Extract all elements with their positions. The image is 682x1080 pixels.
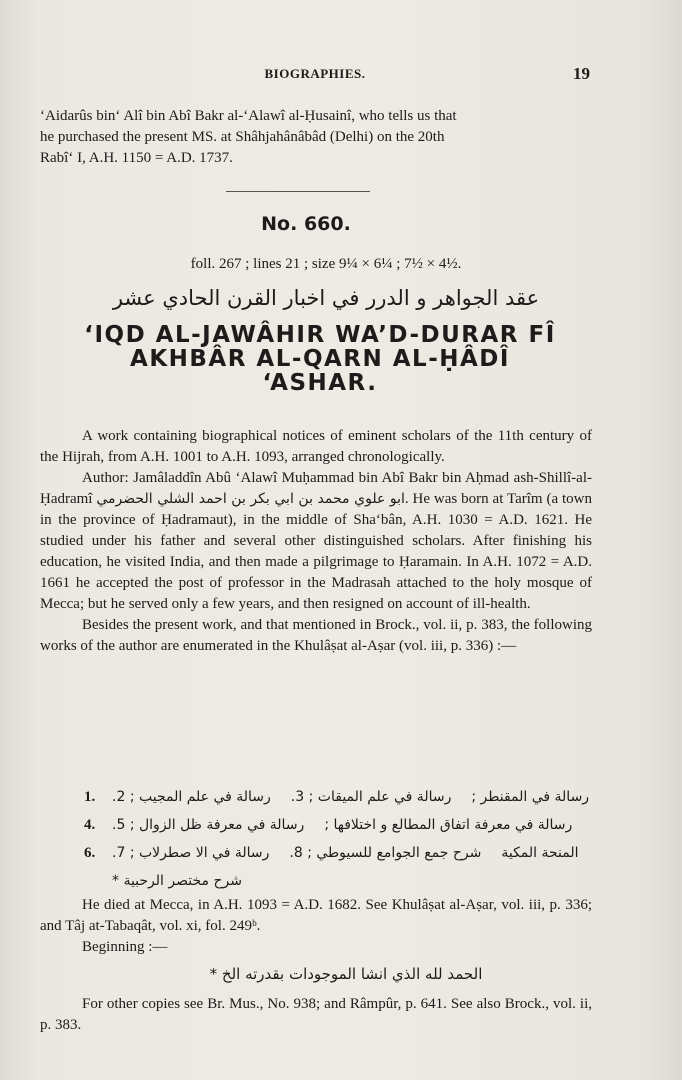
intro-line-2: he purchased the present MS. at Shâhjahânâbâd (Delhi) on the 20th (40, 129, 445, 145)
title-line-3: ‘ASHAR. (262, 370, 378, 396)
work-title-arabic: المنحة المكية (501, 845, 579, 861)
running-title: BIOGRAPHIES. (264, 66, 366, 81)
title-line-1: ‘IQD AL-JAWÂHIR WA’D-DURAR FÎ (84, 322, 556, 348)
author-arabic-name: ابو علوي محمد بن ابي بكر بن احمد الشلي الحضرمي (96, 491, 405, 507)
arabic-title: عقد الجواهر و الدرر في اخبار القرن الحادي عشر (112, 286, 540, 310)
work-title-arabic: رسالة في معرفة ظل الزوال ; 5. (112, 817, 305, 833)
beginning-arabic (40, 964, 592, 986)
work-title-arabic: رسالة في معرفة اتفاق المطالع و اختلافها ; (324, 817, 573, 833)
author-biography: . He was born at Tarîm (a town in the province of Ḥadramaut), in the middle of Sha‘bân, A.H. 1030 = A.D. 1621. He studied under his father and several other distinguished scholars. After finishing his education, he visited India, and then made a pilgrimage to Ḥaramain. In A.H. 1072 = A.D. 1661 he accepted the post of professor in the Madrasah attached to the holy mosque of Mecca; but he served only a few years, and then resigned on account of ill-health. (40, 491, 593, 612)
beginning-arabic-text: الحمد لله الذي انشا الموجودات بقدرته الخ * (209, 965, 483, 983)
works-row-1 (84, 783, 592, 811)
works-list (84, 783, 592, 895)
work-title-arabic: شرح جمع الجوامع للسيوطي ; 8. (289, 845, 482, 861)
work-title-arabic: رسالة في الا صطرلاب ; 7. (112, 845, 270, 861)
works-row-2 (84, 811, 592, 839)
page-header (40, 66, 590, 88)
works-intro-paragraph: Besides the present work, and that mentioned in Brock., vol. ii, p. 383, the following works of the author are enumerated in the Khulâṣat al-Aṣar (vol. iii, p. 336) :— (40, 617, 592, 654)
work-number: 1. (84, 789, 96, 805)
work-title (40, 323, 600, 395)
work-title-arabic: شرح مختصر الرحبية * (112, 873, 242, 889)
work-title-arabic: رسالة في المقنطر ; (471, 789, 590, 805)
work-number: 6. (84, 845, 96, 861)
author-text: Author: Jamâladdîn Abû ‘Alawî Muḥammad bin Abî Bakr bin Aḥmad ash-Shillî-al-Ḥadramî (40, 470, 592, 507)
description (40, 426, 592, 657)
intro-line-3: Rabî‘ I, A.H. 1150 = A.D. 1737. (40, 150, 233, 166)
section-divider (226, 191, 370, 192)
works-row-3 (84, 839, 592, 867)
work-title-arabic: رسالة في علم المجيب ; 2. (112, 789, 271, 805)
works-row-4 (84, 867, 592, 895)
intro-line-1: ‘Aidarûs bin‘ Alî bin Abî Bakr al-‘Alawî al-Ḥusainî, who tells us that (40, 108, 457, 124)
entry-number: No. 660. (261, 213, 351, 235)
death-paragraph: He died at Mecca, in A.H. 1093 = A.D. 1682. See Khulâṣat al-Aṣar, vol. iii, p. 336; and Tâj at-Tabaqât, vol. xi, fol. 249ᵇ. (40, 897, 592, 934)
work-title-arabic: رسالة في علم الميقات ; 3. (290, 789, 452, 805)
other-copies-paragraph: For other copies see Br. Mus., No. 938; and Râmpûr, p. 641. See also Brock., vol. ii, p. 383. (40, 996, 592, 1033)
beginning-label: Beginning :— (82, 939, 168, 955)
author-paragraph (40, 468, 592, 615)
page-number: 19 (573, 64, 590, 83)
title-line-2: AKHBÂR AL-QARN AL-ḤÂDÎ (130, 346, 510, 372)
physical-description: foll. 267 ; lines 21 ; size 9¼ × 6¼ ; 7½ × 4½. (190, 256, 462, 272)
work-number: 4. (84, 817, 96, 833)
description-paragraph: A work containing biographical notices of eminent scholars of the 11th century of the Hijrah, from A.H. 1001 to A.H. 1093, arranged chronologically. (40, 428, 592, 465)
closing-text (40, 895, 592, 1036)
intro-text (40, 106, 592, 169)
